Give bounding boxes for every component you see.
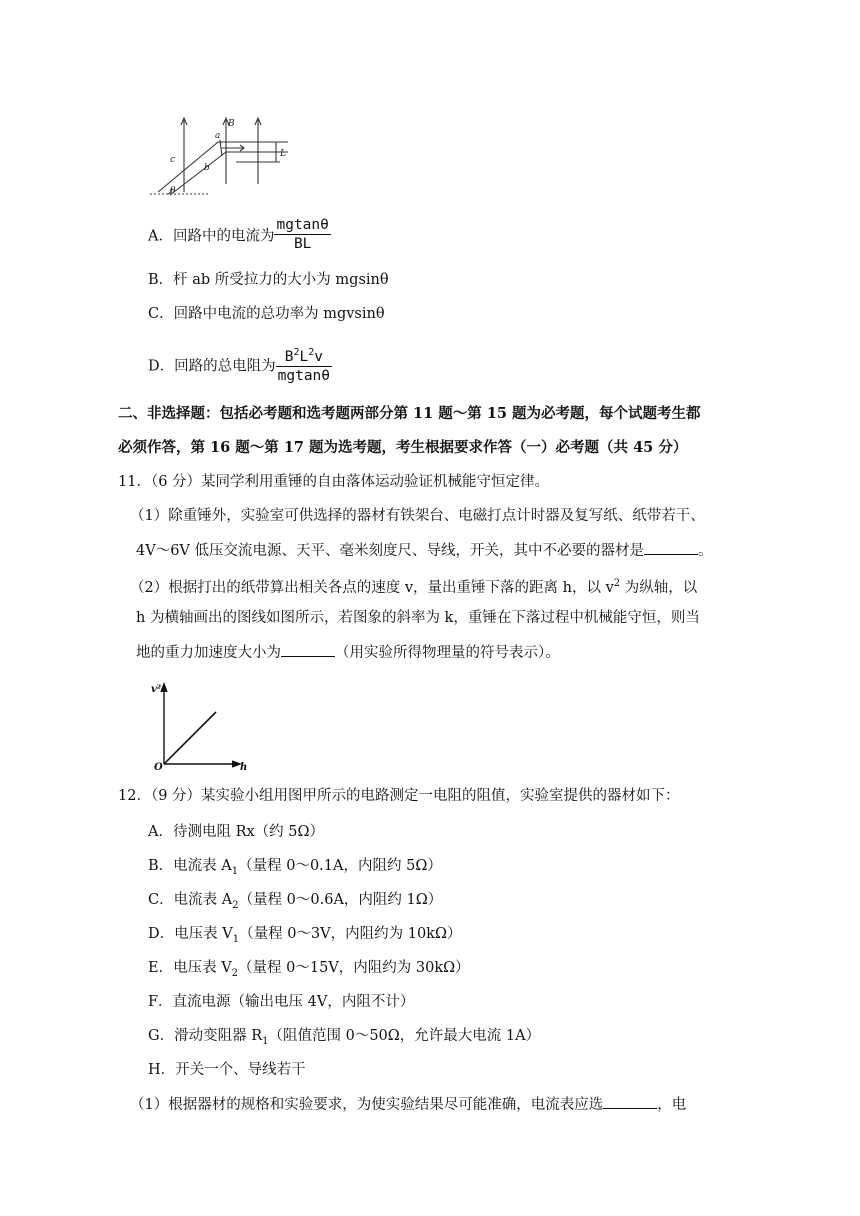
q12-b-b: （量程 0～0.1A，内阻约 5Ω） — [238, 858, 442, 874]
option-d-letter: D． — [148, 358, 175, 375]
q11-part2-text-a: （2）根据打出的纸带算出相关各点的速度 v，量出重锤下落的距离 h，以 v — [130, 579, 614, 596]
graph-origin: O — [154, 762, 163, 772]
q11-part1-line1: （1）除重锤外，实验室可供选择的器材有铁架台、电磁打点计时器及复写纸、纸带若干、 — [130, 508, 705, 524]
option-b: B．杆 ab 所受拉力的大小为 mgsinθ — [148, 272, 389, 288]
q12-g-a: G．滑动变阻器 R — [148, 1028, 263, 1044]
q11-part2-line2: h 为横轴画出的图线如图所示，若图象的斜率为 k，重锤在下落过程中机械能守恒，则当 — [136, 610, 700, 626]
q12-item-f: F．直流电源（输出电压 4V，内阻不计） — [148, 994, 415, 1010]
q12-item-g — [148, 1026, 540, 1052]
q12-item-b — [148, 856, 442, 882]
q12-title: 12．（9 分）某实验小组用图甲所示的电路测定一电阻的阻值，实验室提供的器材如下： — [118, 788, 680, 804]
q12-g-b: （阻值范围 0～50Ω，允许最大电流 1A） — [268, 1028, 541, 1044]
num-L: L — [299, 348, 309, 365]
q12-e-sub: 2 — [231, 967, 239, 979]
q12-e-a: E．电压表 V — [148, 960, 232, 976]
num-exp1: 2 — [293, 347, 300, 358]
option-d-numerator — [276, 344, 332, 367]
q11-blank-2[interactable] — [281, 642, 335, 657]
q12-d-sub: 1 — [232, 933, 240, 945]
q12-item-e — [148, 958, 470, 984]
v2-h-graph — [148, 678, 252, 772]
option-c: C．回路中电流的总功率为 mgvsinθ — [148, 306, 385, 322]
num-B: B — [284, 348, 294, 365]
q11-part2-line3 — [136, 642, 560, 663]
q12-e-b: （量程 0～15V，内阻约为 30kΩ） — [238, 960, 470, 976]
q12-b-sub: 1 — [231, 865, 239, 877]
q11-title: 11．（6 分）某同学利用重锤的自由落体运动验证机械能守恒定律。 — [118, 474, 550, 490]
graph-ylabel: v² — [151, 684, 162, 695]
q12-item-h: H．开关一个、导线若干 — [148, 1062, 306, 1078]
option-a-letter: A． — [148, 228, 173, 245]
option-d-fraction — [276, 344, 332, 385]
option-a-prefix: 回路中的电流为 — [172, 228, 275, 245]
q12-part1 — [130, 1094, 686, 1115]
section2-line1: 二、非选择题：包括必考题和选考题两部分第 11 题～第 15 题为必考题，每个试题考生都 — [118, 405, 701, 422]
q12-part1-text: （1）根据器材的规格和实验要求，为使实验结果尽可能准确，电流表应选 — [130, 1097, 604, 1113]
label-theta: θ — [170, 186, 176, 196]
label-L: L — [280, 149, 286, 159]
q11-part2-text-b: 为纵轴，以 — [620, 579, 698, 596]
label-b: b — [204, 163, 210, 173]
q11-part2-line1 — [130, 574, 697, 598]
graph-xlabel: h — [240, 762, 248, 772]
option-a-denominator: BL — [293, 236, 312, 252]
label-a: a — [215, 131, 221, 141]
q11-part2-text-c: 地的重力加速度大小为 — [136, 645, 281, 661]
option-a — [148, 218, 331, 255]
q11-blank-1[interactable] — [644, 540, 698, 555]
label-c: c — [170, 155, 176, 165]
q11-part2-text-d: （用实验所得物理量的符号表示）。 — [335, 645, 560, 661]
q12-blank-1[interactable] — [603, 1094, 657, 1109]
option-d — [148, 346, 332, 387]
num-v: v — [314, 348, 323, 365]
num-exp2: 2 — [308, 347, 315, 358]
section2-line2: 必须作答，第 16 题～第 17 题为选考题，考生根据要求作答（一）必考题（共 45 分） — [118, 439, 688, 456]
q12-c-b: （量程 0～0.6A，内阻约 1Ω） — [238, 892, 443, 908]
option-d-denominator: mgtanθ — [277, 367, 331, 384]
q11-part2-sup: 2 — [613, 578, 621, 589]
option-a-numerator: mgtanθ — [276, 217, 329, 233]
option-d-prefix: 回路的总电阻为 — [174, 358, 276, 375]
option-a-fraction — [274, 216, 330, 253]
q12-c-sub: 2 — [232, 899, 239, 911]
q12-item-a: A．待测电阻 Rx（约 5Ω） — [148, 824, 325, 840]
q11-part1-text: 4V～6V 低压交流电源、天平、毫米刻度尺、导线，开关，其中不必要的器材是 — [136, 543, 644, 559]
q11-part1-line2 — [136, 540, 713, 561]
q12-g-sub: 1 — [262, 1035, 269, 1047]
q12-d-b: （量程 0～3V，内阻约为 10kΩ） — [239, 926, 462, 942]
q12-item-c — [148, 890, 442, 916]
q11-part1-end: 。 — [698, 543, 713, 559]
q12-item-d — [148, 924, 462, 950]
label-B: B — [228, 119, 235, 129]
q12-b-a: B．电流表 A — [148, 858, 232, 874]
rails-figure — [140, 112, 292, 200]
q12-c-a: C．电流表 A — [148, 892, 233, 908]
q12-part1-end: ，电 — [657, 1097, 687, 1113]
q12-d-a: D．电压表 V — [148, 926, 233, 942]
